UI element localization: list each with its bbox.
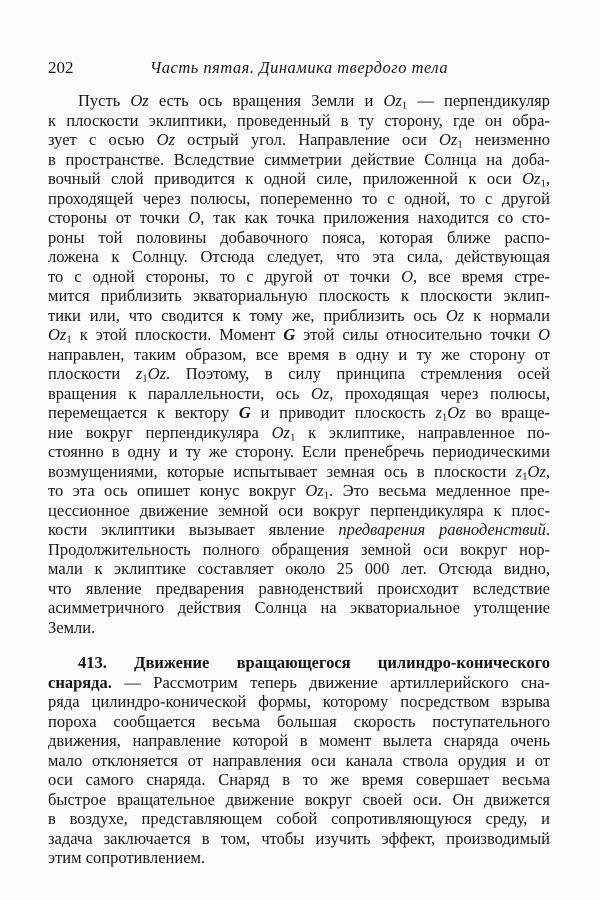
- text-run: мало отклоняется от направления оси канала ствола орудия и от: [48, 750, 550, 770]
- text-run: задача заключается в том, чтобы изучить эффект, производимый: [48, 828, 550, 848]
- text-run: Продолжительность полного обращения земной оси вокруг нор-: [48, 539, 550, 559]
- math-symbol: Oz: [156, 130, 175, 149]
- text-line: [48, 712, 550, 732]
- text-line: [48, 618, 550, 638]
- subscript: 1: [323, 489, 330, 502]
- text-line: [48, 325, 550, 345]
- math-symbol: Oz: [527, 461, 546, 481]
- vector-symbol: G: [283, 325, 296, 344]
- text-run: ряда цилиндро-конической формы, которому посредством взрыва: [48, 692, 550, 711]
- math-symbol: Oz: [383, 91, 402, 110]
- text-run: и приводит плоскость: [250, 403, 436, 422]
- section-413: [48, 653, 550, 868]
- text-run: — перпендикуляр: [407, 91, 550, 110]
- text-line: [48, 731, 550, 751]
- text-line: [48, 809, 550, 829]
- text-run: вращения к параллельности, ось: [48, 383, 311, 403]
- subscript: 1: [142, 372, 148, 385]
- math-symbol: Oz: [48, 325, 67, 344]
- text-line: [48, 673, 550, 693]
- text-line: [48, 364, 550, 384]
- subscript: 1: [401, 99, 408, 112]
- text-run: то с одной стороны, то с другой от точки: [48, 266, 402, 286]
- text-run: вочный слой приводится к одной силе, приложенной к оси: [48, 169, 523, 188]
- math-symbol: Oz: [439, 130, 458, 149]
- text-run: , проходящая через полюсы,: [329, 383, 550, 403]
- math-symbol: z: [135, 364, 143, 383]
- text-run: к эклиптике, направленное по-: [295, 422, 551, 442]
- text-run: тики или, что сводится к тому же, приблизить ось: [48, 305, 446, 325]
- running-header: [48, 57, 550, 79]
- math-symbol: Oz: [447, 403, 466, 422]
- text-line: [48, 267, 550, 287]
- text-line: [48, 579, 550, 599]
- section-heading: 413. Движение вращающегося цилиндро-конического: [78, 653, 550, 672]
- text-line: [48, 520, 550, 540]
- running-title: Часть пятая. Динамика твердого тела: [149, 58, 449, 77]
- math-symbol: Oz: [305, 481, 324, 500]
- text-run: стоянно в одну и ту же сторону. Если пренебречь периодическими: [48, 442, 550, 461]
- text-line: [48, 540, 550, 560]
- math-symbol: Oz: [445, 305, 465, 325]
- subscript: 1: [540, 177, 546, 190]
- text-line: [48, 169, 550, 189]
- vector-symbol: G: [238, 403, 251, 422]
- text-run: к этой плоскости. Момент: [71, 325, 284, 344]
- text-run: , так как точка приложения находится со сто-: [200, 208, 550, 227]
- text-run: возмущениями, которые испытывает земная ось в плоскости: [48, 461, 516, 481]
- text-run: в пространстве. Вследствие симметрии действие Солнца на доба-: [48, 149, 550, 169]
- text-run: то эта ось опишет конус вокруг: [48, 481, 306, 500]
- text-line: [48, 306, 550, 326]
- math-symbol: Oz: [522, 169, 541, 188]
- math-symbol: Oz: [271, 422, 290, 442]
- math-symbol: z: [435, 403, 442, 422]
- text-run: цессионное движение земной оси вокруг перпендикуляра к плос-: [48, 500, 550, 520]
- subscript: 1: [289, 431, 296, 444]
- text-line: [48, 829, 550, 849]
- text-line: [48, 208, 550, 228]
- text-run: ние вокруг перпендикуляра: [48, 422, 272, 442]
- text-run: в воздухе, представляющем собой сопротивляющуюся среду, и: [48, 809, 550, 828]
- text-run: этой силы относительно точки: [295, 325, 539, 344]
- text-line: [48, 247, 550, 267]
- text-run: асимметричного действия Солнца на экваториальное утолщение: [48, 598, 550, 617]
- text-line: [48, 91, 550, 111]
- math-symbol: Oz: [147, 364, 167, 383]
- text-line: [48, 130, 550, 150]
- text-run: плоскости: [48, 364, 136, 383]
- text-line: [48, 111, 550, 131]
- text-line: [48, 189, 550, 209]
- text-line: [48, 559, 550, 579]
- text-run: — Рассмотрим теперь движение артиллерийского сна-: [111, 672, 550, 692]
- math-symbol: Oz: [130, 91, 149, 110]
- subscript: 1: [66, 333, 72, 346]
- text-line: [48, 228, 550, 248]
- text-run: , все время стре-: [412, 266, 550, 286]
- math-symbol: Oz: [310, 383, 330, 403]
- text-run: перемещается к вектору: [48, 403, 239, 422]
- text-line: [48, 442, 550, 462]
- text-line: [48, 462, 550, 482]
- text-run: что явление предварения равноденствий происходит вследствие: [48, 578, 550, 598]
- page-number: 202: [48, 58, 74, 77]
- text-line: [48, 848, 550, 868]
- paragraph-earth-axis-precession: [48, 91, 550, 637]
- subscript: 1: [457, 138, 463, 151]
- text-line: [48, 345, 550, 365]
- text-run: неизменно: [462, 130, 550, 149]
- text-run: .: [545, 520, 550, 539]
- text-line: [48, 403, 550, 423]
- text-run: пороха сообщается весьма большая скорость поступательного: [48, 711, 550, 731]
- text-run: ,: [545, 169, 550, 188]
- math-symbol: O: [401, 266, 413, 286]
- text-run: Пусть: [78, 91, 131, 110]
- text-line: [48, 384, 550, 404]
- text-run: к нормали: [464, 305, 550, 325]
- text-line: [48, 653, 550, 673]
- text-line: [48, 481, 550, 501]
- emphasized-term: предварения равноденствий: [338, 520, 546, 539]
- text-line: [48, 501, 550, 521]
- text-line: [48, 286, 550, 306]
- text-line: [48, 423, 550, 443]
- text-run: есть ось вращения Земли и: [148, 91, 384, 110]
- math-symbol: z: [515, 461, 523, 481]
- text-run: движения, направление которой в момент вылета снаряда очень: [48, 731, 550, 750]
- text-line: [48, 790, 550, 810]
- text-run: оси самого снаряда. Снаряд в то же время совершает весьма: [48, 770, 550, 789]
- text-run: направлен, таким образом, все время в одну и ту же сторону от: [48, 344, 550, 364]
- text-run: ,: [545, 461, 550, 481]
- math-symbol: O: [538, 325, 550, 344]
- text-run: мали к эклиптике составляет около 25 000 лет. Отсюда видно,: [48, 559, 550, 578]
- text-run: . Это весьма медленное пре-: [329, 481, 551, 500]
- math-symbol: O: [188, 208, 201, 227]
- text-run: зует с осью: [48, 130, 157, 149]
- text-run: . Поэтому, в силу принципа стремления осей: [166, 364, 550, 383]
- text-run: к плоскости эклиптики, проведенный в ту сторону, где он обра-: [48, 110, 550, 130]
- text-line: [48, 751, 550, 771]
- text-run: быстрое вращательное движение вокруг своей оси. Он движется: [48, 789, 550, 809]
- text-run: во враще-: [465, 403, 550, 422]
- text-line: [48, 150, 550, 170]
- text-line: [48, 770, 550, 790]
- section-heading: снаряда.: [48, 672, 112, 692]
- text-run: мится приблизить экваториальную плоскость к плоскости эклип-: [48, 286, 550, 305]
- text-line: [48, 692, 550, 712]
- text-run: ложена к Солнцу. Отсюда следует, что эта сила, действующая: [48, 247, 550, 266]
- text-run: острый угол. Направление оси: [174, 130, 440, 149]
- text-run: этим сопротивлением.: [48, 848, 206, 867]
- text-run: стороны от точки: [48, 208, 189, 227]
- text-run: проходящей через полюсы, попеременно то с одной, то с другой: [48, 188, 550, 208]
- text-run: роны той половины добавочного пояса, которая ближе распо-: [48, 227, 550, 247]
- text-run: Земли.: [48, 617, 96, 637]
- text-line: [48, 598, 550, 618]
- subscript: 1: [522, 470, 528, 483]
- text-run: кости эклиптики вызывает явление: [48, 520, 339, 539]
- subscript: 1: [441, 411, 448, 424]
